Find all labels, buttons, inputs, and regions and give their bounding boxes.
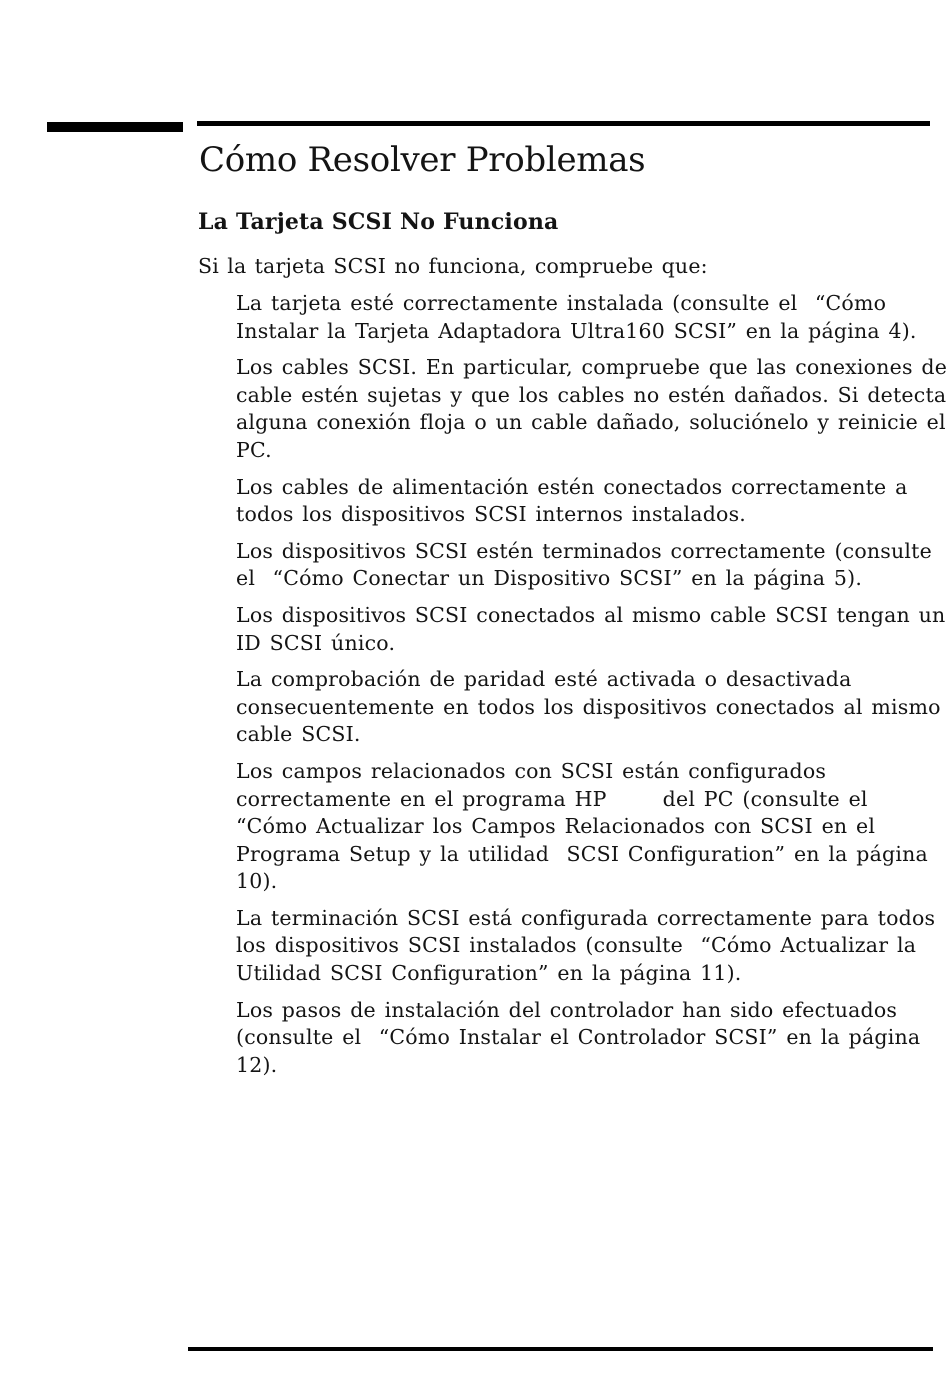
text-line: el “Cómo Conectar un Dispositivo SCSI” en la página 5). [236,566,863,591]
text-line: los dispositivos SCSI instalados (consulte “Cómo Actualizar la [236,933,917,958]
checklist-item [236,997,936,1080]
missing-word-gap [607,805,663,806]
text-before-gap: correctamente en el programa HP [236,786,607,811]
header-black-bar [47,122,183,132]
text-line: cable estén sujetas y que los cables no estén dañados. Si detecta [236,382,947,407]
text-line: “Cómo Actualizar los Campos Relacionados con SCSI en el [236,814,876,839]
text-line: Los dispositivos SCSI estén terminados correctamente (consulte [236,538,932,563]
text-line: La terminación SCSI está configurada correctamente para todos [236,905,936,930]
checklist-item [236,602,946,657]
text-line: Los dispositivos SCSI conectados al mismo cable SCSI tengan un [236,602,946,627]
checklist-item [236,354,948,464]
text-line: La tarjeta esté correctamente instalada (consulte el “Cómo [236,291,887,315]
text-line: La comprobación de paridad esté activada o desactivada [236,667,852,692]
text-line: todos los dispositivos SCSI internos instalados. [236,502,747,527]
checklist-item [236,290,936,345]
text-line: alguna conexión floja o un cable dañado, soluciónelo y reinicie el [236,410,946,435]
section-heading: La Tarjeta SCSI No Funciona [198,209,559,235]
text-line: consecuentemente en todos los dispositivos conectados al mismo [236,694,941,719]
text-line: cable SCSI. [236,722,361,747]
text-line: Los cables de alimentación estén conectados correctamente a [236,474,908,499]
text-line: PC. [236,437,272,462]
checklist-item [236,905,936,988]
text-line-with-gap [236,786,936,814]
text-after-gap: del PC (consulte el [662,786,868,811]
checklist-item [236,538,936,593]
footer-rule [188,1347,933,1351]
text-line: Los cables SCSI. En particular, compruebe que las conexiones de [236,355,948,380]
intro-text: Si la tarjeta SCSI no funciona, compruebe que: [198,254,708,278]
checklist-item [236,474,936,529]
checklist [236,290,948,1088]
text-line: ID SCSI único. [236,630,396,655]
text-line: 10). [236,869,278,894]
header-rule [197,121,930,126]
text-line: Los campos relacionados con SCSI están configurados [236,758,827,783]
checklist-item [236,758,936,896]
text-line: Utilidad SCSI Configuration” en la página 11). [236,961,742,986]
text-line: Los pasos de instalación del controlador han sido efectuados [236,997,898,1022]
checklist-item [236,666,941,749]
page-title: Cómo Resolver Problemas [199,140,646,180]
text-line: Programa Setup y la utilidad SCSI Configuration” en la página [236,841,928,866]
text-line: Instalar la Tarjeta Adaptadora Ultra160 SCSI” en la página 4). [236,318,917,343]
text-line: 12). [236,1052,278,1077]
text-line: (consulte el “Cómo Instalar el Controlador SCSI” en la página [236,1025,921,1050]
